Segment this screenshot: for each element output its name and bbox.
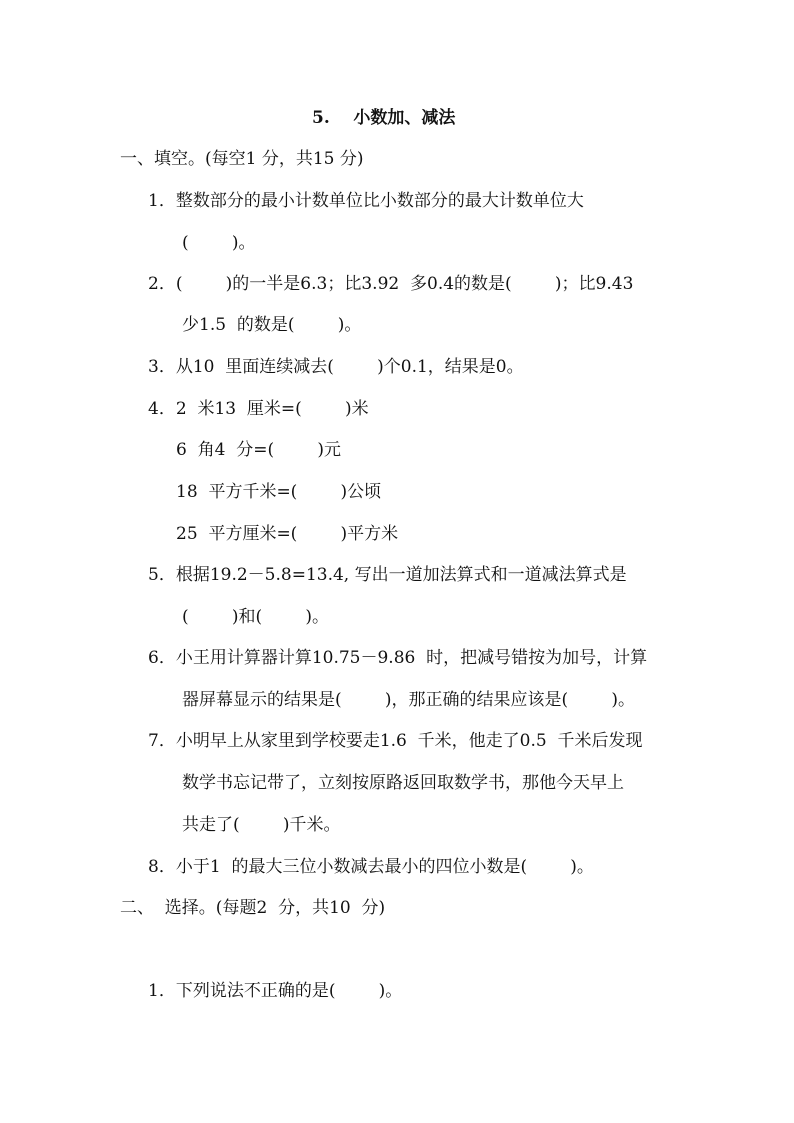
q7-line1: 7．小明早上从家里到学校要走1.6 千米，他走了0.5 千米后发现 <box>148 731 643 751</box>
q2-line2: 少1.5 的数是( )。 <box>182 315 362 335</box>
q5-line2: ( )和( )。 <box>182 607 329 627</box>
s2-q1-line1: 1．下列说法不正确的是( )。 <box>148 981 403 1001</box>
q6-line2: 器屏幕显示的结果是( )，那正确的结果应该是( )。 <box>182 690 635 710</box>
q3-line1: 3．从10 里面连续减去( )个0.1，结果是0。 <box>148 357 524 377</box>
q1-line1: 1．整数部分的最小计数单位比小数部分的最大计数单位大 <box>148 191 584 211</box>
q6-line1: 6．小王用计算器计算10.75－9.86 时，把减号错按为加号，计算 <box>148 648 648 668</box>
q7-line2: 数学书忘记带了，立刻按原路返回取数学书，那他今天早上 <box>182 773 624 793</box>
q4-line3: 18 平方千米=( )公顷 <box>176 482 382 502</box>
q5-line1: 5．根据19.2－5.8=13.4, 写出一道加法算式和一道减法算式是 <box>148 565 627 585</box>
q4-line2: 6 角4 分=( )元 <box>176 440 341 460</box>
section1-heading: 一、填空。(每空1 分，共15 分) <box>120 149 364 169</box>
q4-line1: 4．2 米13 厘米=( )米 <box>148 399 369 419</box>
q8-line1: 8．小于1 的最大三位小数减去最小的四位小数是( )。 <box>148 857 594 877</box>
section2-heading: 二、 选择。(每题2 分，共10 分) <box>120 898 386 918</box>
q7-line3: 共走了( )千米。 <box>182 815 341 835</box>
q4-line4: 25 平方厘米=( )平方米 <box>176 524 399 544</box>
q2-line1: 2．( )的一半是6.3；比3.92 多0.4的数是( )；比9.43 <box>148 274 634 294</box>
q1-line2: ( )。 <box>182 233 256 253</box>
page-title: 5. 小数加、减法 <box>312 108 456 128</box>
